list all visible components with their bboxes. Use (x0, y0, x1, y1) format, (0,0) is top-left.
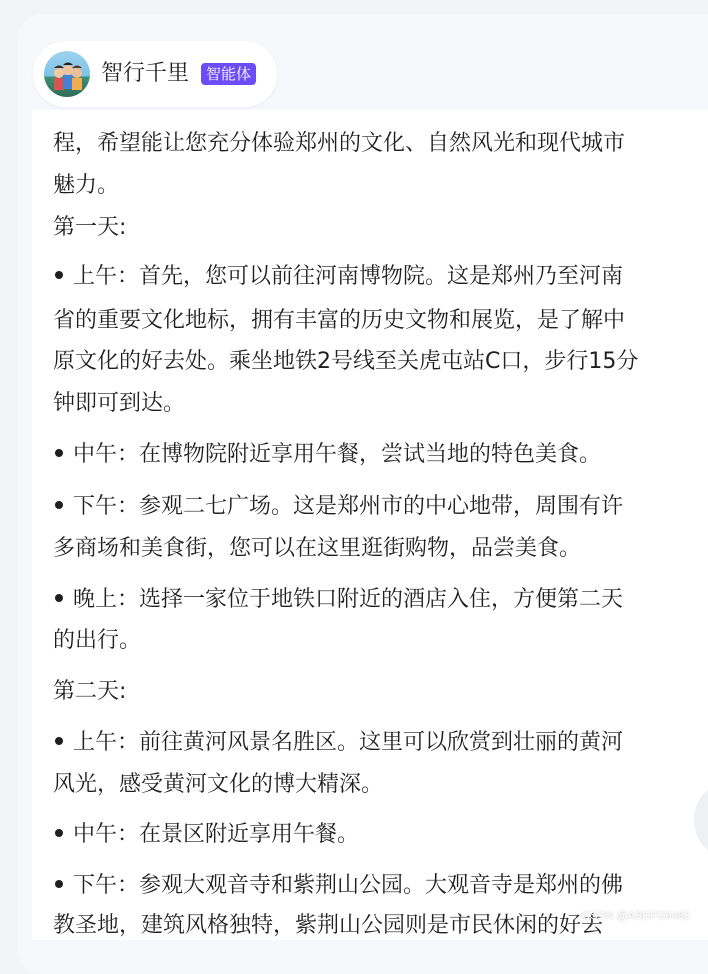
list-item: 晚上：选择一家位于地铁口附近的酒店入住，方便第二天 (53, 578, 623, 622)
group-photo-avatar-icon[interactable] (44, 51, 90, 97)
intro-line: 魅力。 (53, 173, 120, 198)
intro-line: 程，希望能让您充分体验郑州的文化、自然风光和现代城市 (53, 131, 626, 156)
bullet-icon (55, 829, 63, 837)
list-item: 中午：在博物院附近享用午餐，尝试当地的特色美食。 (53, 433, 601, 477)
day-heading: 第一天: (53, 215, 127, 240)
list-item-cont: 省的重要文化地标，拥有丰富的历史文物和展览，是了解中 (53, 308, 626, 333)
day-heading: 第二天: (53, 679, 127, 704)
list-item-cont: 原文化的好去处。乘坐地铁2号线至关虎屯站C口，步行15分 (53, 349, 639, 374)
bullet-icon (55, 737, 63, 745)
bullet-icon (55, 501, 63, 509)
list-item-cont: 教圣地，建筑风格独特，紫荆山公园则是市民休闲的好去 (53, 913, 604, 938)
list-item-cont: 多商场和美食街，您可以在这里逛街购物，品尝美食。 (53, 536, 582, 561)
watermark: CSDN @ASDFG6482 (582, 910, 690, 922)
list-item-cont: 风光，感受黄河文化的博大精深。 (53, 772, 384, 797)
list-item: 上午：前往黄河风景名胜区。这里可以欣赏到壮丽的黄河 (53, 721, 623, 765)
agent-header[interactable] (33, 41, 277, 107)
list-item: 下午：参观二七广场。这是郑州市的中心地带，周围有许 (53, 485, 623, 529)
bullet-icon (55, 271, 63, 279)
list-item: 下午：参观大观音寺和紫荆山公园。大观音寺是郑州的佛 (53, 864, 623, 908)
list-item-cont: 的出行。 (53, 628, 142, 653)
list-item-cont: 钟即可到达。 (53, 391, 186, 416)
agent-name: 智行千里 (101, 61, 190, 86)
bullet-icon (55, 449, 63, 457)
bullet-icon (55, 594, 63, 602)
bullet-icon (55, 880, 63, 888)
list-item: 中午：在景区附近享用午餐。 (53, 813, 359, 857)
agent-badge: 智能体 (201, 63, 256, 85)
list-item: 上午：首先，您可以前往河南博物院。这是郑州乃至河南 (53, 255, 623, 299)
